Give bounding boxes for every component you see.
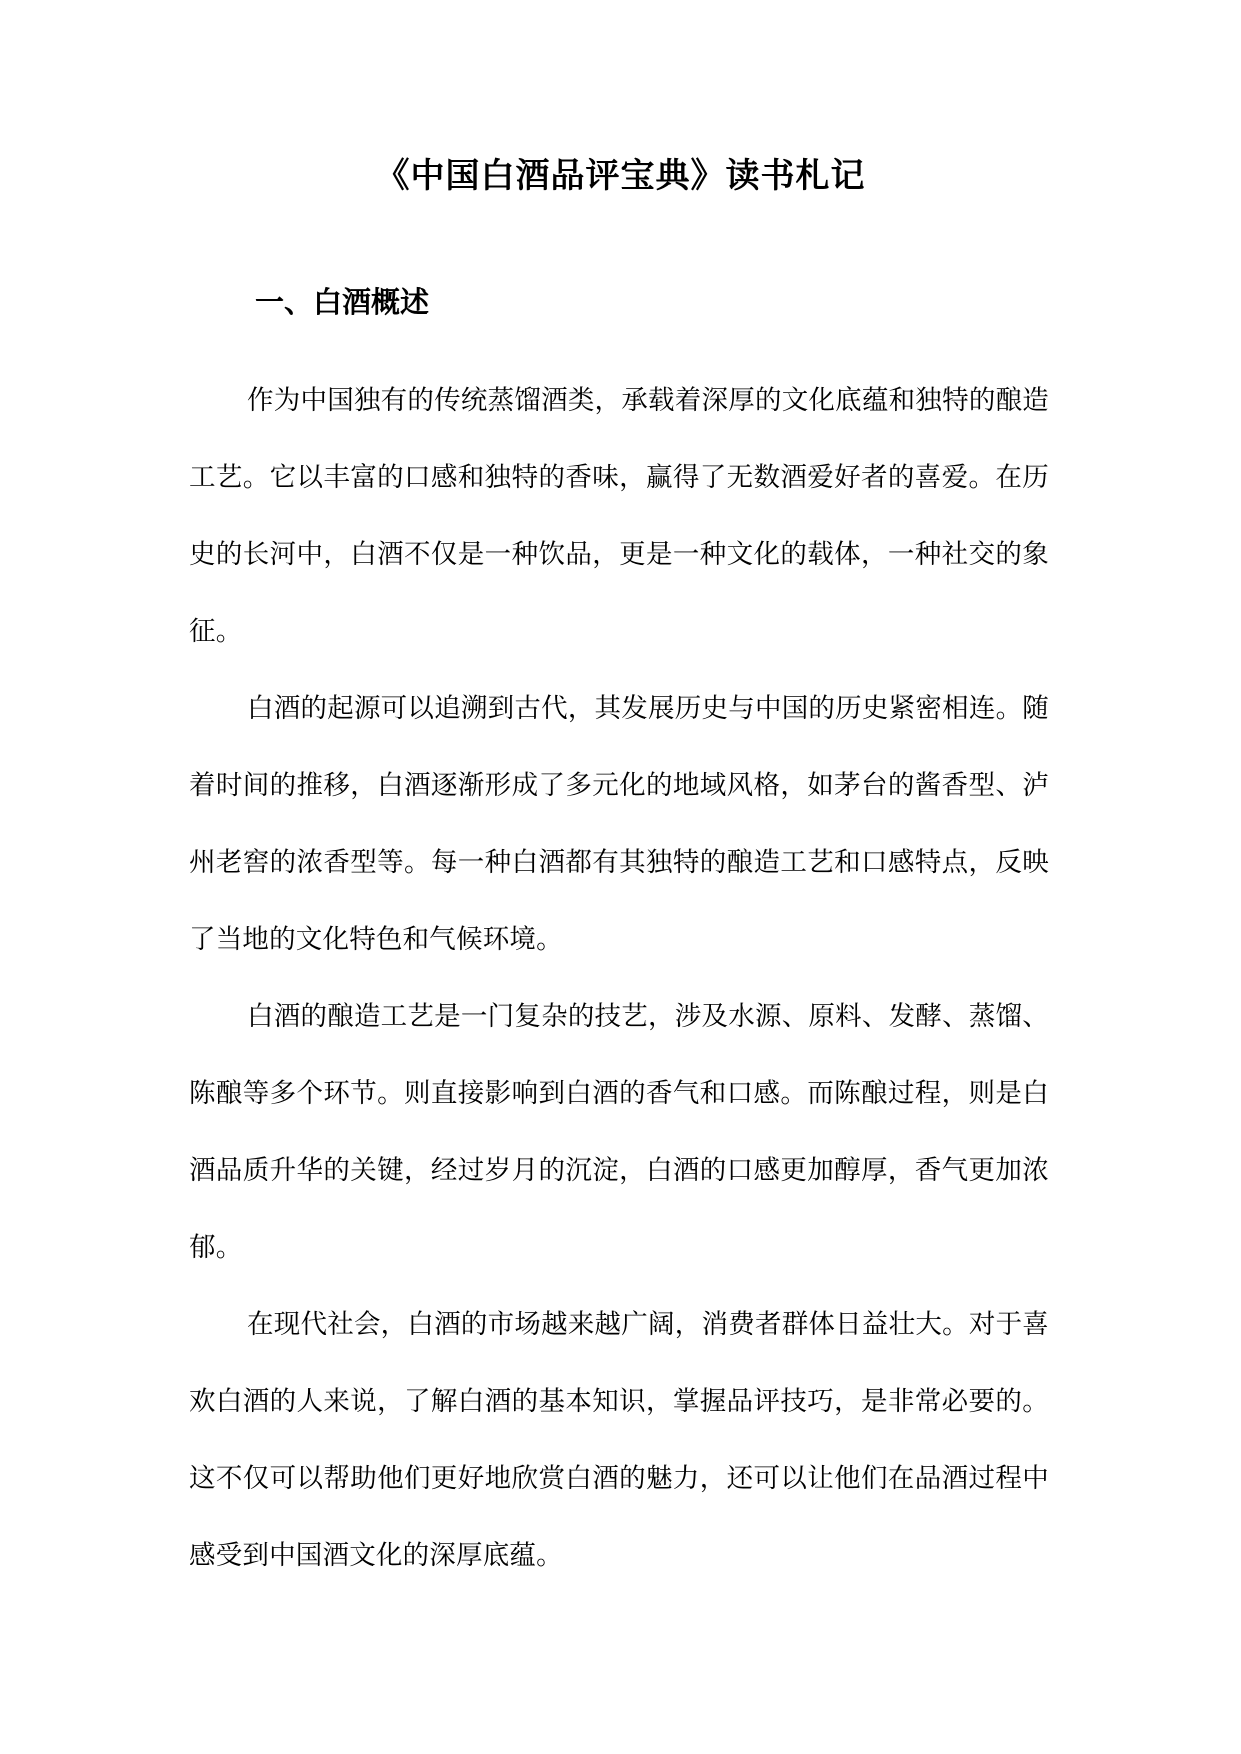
paragraph-3: 白酒的酿造工艺是一门复杂的技艺，涉及水源、原料、发酵、蒸馏、陈酿等多个环节。则直接影响到白酒的香气和口感。而陈酿过程，则是白酒品质升华的关键，经过岁月的沉淀，白酒的口感更加醇厚，香气更加浓郁。 <box>189 1001 1049 1263</box>
section-heading: 一、白酒概述 <box>255 285 430 319</box>
paragraph-2: 白酒的起源可以追溯到古代，其发展历史与中国的历史紧密相连。随着时间的推移，白酒逐渐形成了多元化的地域风格，如茅台的酱香型、泸州老窖的浓香型等。每一种白酒都有其独特的酿造工艺和口感特点，反映了当地的文化特色和气候环境。 <box>189 693 1049 955</box>
document-title: 《中国白酒品评宝典》读书札记 <box>375 156 866 196</box>
paragraph-1: 作为中国独有的传统蒸馏酒类，承载着深厚的文化底蕴和独特的酿造工艺。它以丰富的口感和独特的香味，赢得了无数酒爱好者的喜爱。在历史的长河中，白酒不仅是一种饮品，更是一种文化的载体，一种社交的象征。 <box>189 385 1049 647</box>
paragraph-4: 在现代社会，白酒的市场越来越广阔，消费者群体日益壮大。对于喜欢白酒的人来说，了解白酒的基本知识，掌握品评技巧，是非常必要的。这不仅可以帮助他们更好地欣赏白酒的魅力，还可以让他们在品酒过程中感受到中国酒文化的深厚底蕴。 <box>189 1309 1049 1571</box>
section-body <box>189 362 1049 1594</box>
